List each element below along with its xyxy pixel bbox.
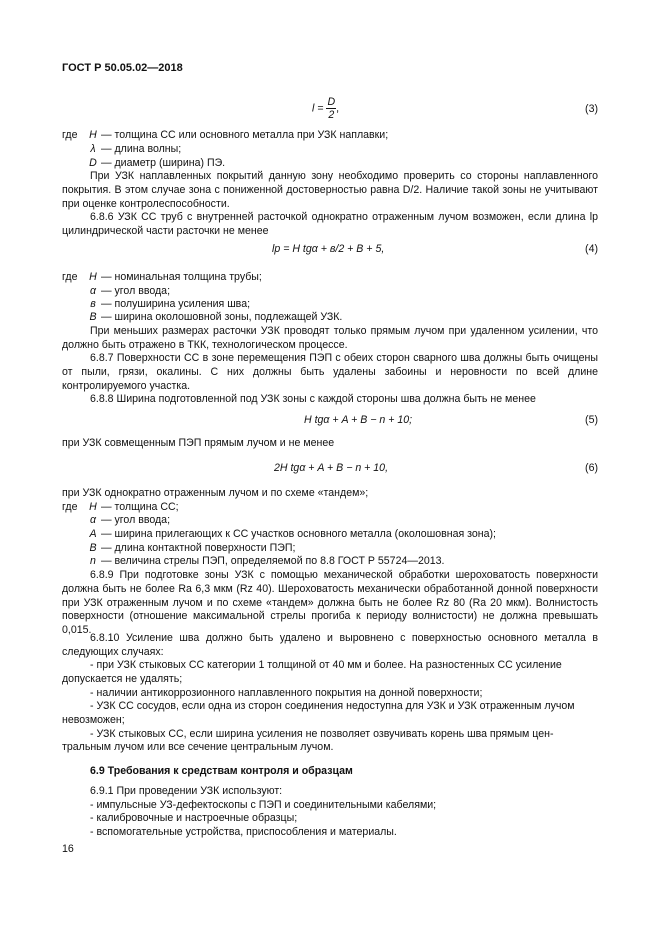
definition-row: D — диаметр (ширина) ПЭ. [89, 157, 226, 169]
definition-row: где H — номинальная толщина трубы; [62, 271, 262, 283]
list-item: - вспомогательные устройства, приспособления и материалы. [90, 826, 397, 838]
definition-row: A — ширина прилегающих к СС участков основного металла (околошовная зона); [89, 528, 496, 540]
page-number: 16 [62, 843, 74, 855]
list-item: - калибровочные и настроечные образцы; [90, 812, 298, 824]
eq3-fraction [326, 96, 336, 121]
definition-row: где H — толщина СС или основного металла при УЗК наплавки; [62, 129, 389, 141]
equation-4-number: (4) [585, 243, 598, 255]
paragraph-6-8-6: 6.8.6 УЗК СС труб с внутренней расточкой однократно отраженным лучом возможен, если длина lр цилиндрической части расточки не менее [62, 211, 598, 237]
paragraph-eq6-condition: при УЗК однократно отраженным лучом и по схеме «тандем»; [62, 487, 369, 499]
paragraph-6-8-10: 6.8.10 Усиление шва должно быть удалено и выровнено с поверхностью основного металла в следующих случаях: [62, 632, 598, 658]
definition-row: α — угол ввода; [89, 285, 171, 297]
eq3-numerator: D [327, 96, 336, 108]
paragraph-6-8-7: 6.8.7 Поверхности СС в зоне перемещения ПЭП с обеих сторон сварного шва должны быть очищены от пыли, грязи, окалины. С них должны быть удалены забоины и неровности по всей длине контролируемого участка. [62, 352, 598, 392]
equation-5-number: (5) [585, 414, 598, 426]
list-item-continuation: невозможен; [62, 714, 125, 726]
document-header: ГОСТ Р 50.05.02—2018 [62, 62, 183, 74]
paragraph-6-8-9: 6.8.9 При подготовке зоны УЗК с помощью механической обработки шероховатость поверхности должна быть не более Ra 6,3 мкм (Rz 40). Шероховатость механически обработанной донной поверхности при УЗК отраженным лучом и по схеме «тандем» должна быть не более Rz 80 (Ra 20 мкм). Волнистость поверхности (отношение максимальной стрелы прогиба к периоду волнистости) не должна превышать 0,015. [62, 569, 598, 637]
eq3-lhs: l = [312, 102, 324, 115]
paragraph-bore-note: При меньших размерах расточки УЗК проводят только прямым лучом при удаленном усилении, что должно быть отражено в ТКК, технологическом процессе. [62, 325, 598, 351]
definition-row: B — ширина околошовной зоны, подлежащей УЗК. [89, 311, 343, 323]
eq3-denominator: 2 [328, 109, 335, 121]
list-item: - при УЗК стыковых СС категории 1 толщиной от 40 мм и более. На разностенных СС усиление [90, 659, 562, 671]
definition-row: в — полуширина усиления шва; [90, 298, 251, 310]
section-heading: 6.9 Требования к средствам контроля и образцам [90, 765, 353, 777]
equation-3 [312, 96, 339, 121]
definition-row: где H — толщина СС; [62, 501, 179, 513]
paragraph-6-8-8: 6.8.8 Ширина подготовленной под УЗК зоны с каждой стороны шва должна быть не менее [90, 393, 536, 405]
list-item: - наличии антикоррозионного наплавленного покрытия на донной поверхности; [90, 687, 483, 699]
list-item-continuation: допускается не удалять; [62, 673, 183, 685]
list-item: - УЗК СС сосудов, если одна из сторон соединения недоступна для УЗК и УЗК отраженным лучом [90, 700, 575, 712]
paragraph-overlay-note: При УЗК наплавленных покрытий данную зону необходимо проверить со стороны наплавленного покрытия. В этом случае зона с пониженной достоверностью равна D/2. Наличие такой зоны не учитывают при оценке контролеспособности. [62, 170, 598, 210]
equation-4: lр = H tgα + в/2 + B + 5, [272, 243, 385, 255]
list-item: - УЗК стыковых СС, если ширина усиления не позволяет озвучивать корень шва прямым цен- [90, 728, 554, 740]
eq3-tail: , [336, 102, 340, 115]
definition-row: B — длина контактной поверхности ПЭП; [89, 542, 296, 554]
equation-6: 2H tgα + A + B − n + 10, [274, 462, 389, 474]
equation-5: H tgα + A + B − n + 10; [304, 414, 413, 426]
paragraph-6-9-1: 6.9.1 При проведении УЗК используют: [90, 785, 283, 797]
equation-6-number: (6) [585, 462, 598, 474]
list-item-continuation: тральным лучом или все сечение центральным лучом. [62, 741, 334, 753]
equation-3-number: (3) [585, 103, 598, 115]
definition-row: n — величина стрелы ПЭП, определяемой по 8.8 ГОСТ Р 55724—2013. [90, 555, 445, 567]
paragraph-eq5-condition: при УЗК совмещенным ПЭП прямым лучом и не менее [62, 437, 335, 449]
definition-row: λ — длина волны; [90, 143, 182, 155]
definition-row: α — угол ввода; [89, 514, 171, 526]
list-item: - импульсные УЗ-дефектоскопы с ПЭП и соединительными кабелями; [90, 799, 437, 811]
